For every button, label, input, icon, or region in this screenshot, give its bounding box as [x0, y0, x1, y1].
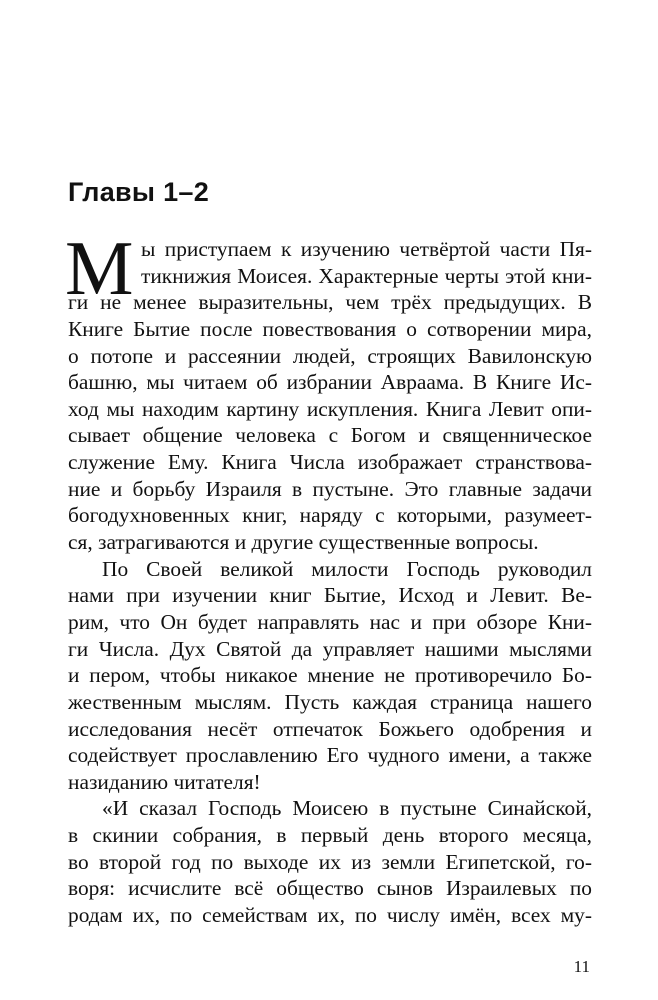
text-line: тикнижия Моисея. Характерные черты этой кни-: [141, 263, 592, 288]
text-line: исследования несёт отпечаток Божьего одобрения и: [68, 716, 592, 741]
text-line: во второй год по выходе их из земли Египетской, го-: [68, 849, 592, 874]
text-line: башню, мы читаем об избрании Авраама. В Книге Ис-: [68, 370, 592, 395]
text-line: о потопе и рассеянии людей, строящих Вавилонскую: [68, 343, 592, 368]
text-line: Книге Бытие после повествования о сотворении мира,: [68, 316, 592, 341]
text-line: ы приступаем к изучению четвёртой части Пя-: [141, 237, 592, 261]
body-text: [65, 225, 592, 929]
text-line: ги Числа. Дух Святой да управляет нашими мыслями: [68, 636, 592, 661]
text-line: служение Ему. Книга Числа изображает странствова-: [68, 450, 592, 475]
page-number: 11: [573, 957, 590, 976]
text-line: жественным мыслям. Пусть каждая страница нашего: [68, 689, 592, 714]
text-line: рим, что Он будет направлять нас и при обзоре Кни-: [68, 609, 592, 634]
text-line: ние и борьбу Израиля в пустыне. Это главные задачи: [68, 476, 592, 501]
text-line: нами при изучении книг Бытие, Исход и Левит. Ве-: [68, 583, 592, 608]
text-line: содействует прославлению Его чудного имени, а также: [68, 743, 592, 768]
text-line: родам их, по семействам их, по числу имён, всех му-: [68, 903, 592, 928]
text-line: сывает общение человека с Богом и священническое: [68, 423, 592, 448]
drop-cap: М: [65, 225, 134, 311]
text-line: в скинии собрания, в первый день второго месяца,: [68, 823, 592, 848]
text-line: назиданию читателя!: [68, 769, 261, 794]
text-line: ги не менее выразительны, чем трёх предыдущих. В: [68, 290, 592, 315]
text-line: ход мы находим картину искупления. Книга Левит опи-: [68, 396, 592, 421]
text-line: «И сказал Господь Моисею в пустыне Синайской,: [102, 796, 592, 821]
text-line: ся, затрагиваются и другие существенные вопросы.: [68, 530, 539, 555]
text-line: воря: исчислите всё общество сынов Израилевых по: [68, 876, 592, 901]
text-line: По Своей великой милости Господь руководил: [102, 556, 592, 581]
chapter-title: Главы 1–2: [68, 177, 210, 207]
text-line: и пером, чтобы никакое мнение не противоречило Бо-: [68, 663, 592, 688]
text-line: богодухновенных книг, наряду с которыми, разумеет-: [68, 503, 592, 528]
